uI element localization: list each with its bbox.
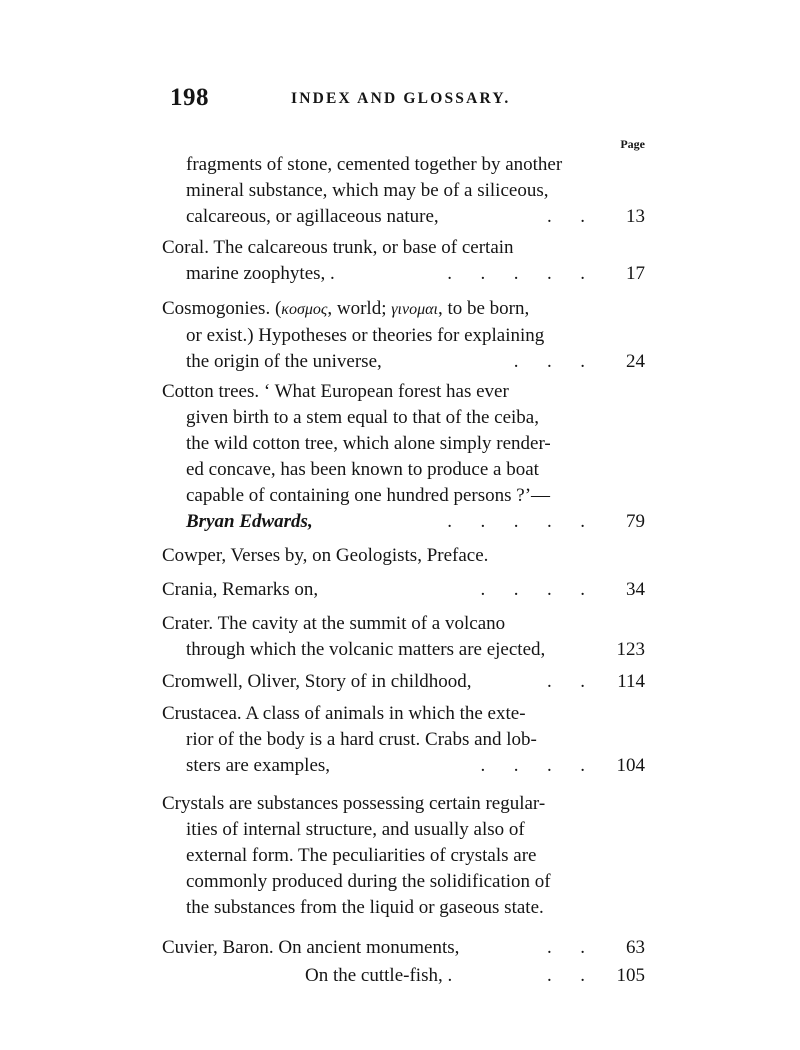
- entry-line: Cowper, Verses by, on Geologists, Preface.: [162, 545, 489, 566]
- index-entry-cosmogonies: [162, 296, 645, 375]
- entry-text: On the cuttle-fish, .: [305, 965, 453, 986]
- leader-dots: . . . . .: [447, 263, 585, 284]
- entry-line: or exist.) Hypotheses or theories for explaining: [186, 325, 545, 346]
- index-entry-crustacea: [162, 701, 645, 779]
- page-reference: 79: [626, 511, 645, 532]
- entry-text: Cosmogonies. (: [162, 298, 282, 319]
- entry-line: [162, 349, 645, 375]
- entry-line: capable of containing one hundred persons ?’—: [186, 485, 551, 506]
- page-reference: 105: [616, 965, 645, 986]
- entry-line: the wild cotton tree, which alone simply render-: [186, 433, 551, 454]
- entry-line: given birth to a stem equal to that of the ceiba,: [186, 407, 539, 428]
- index-entry-cuvier: [162, 935, 645, 989]
- index-entry-cromwell: [162, 669, 645, 695]
- page-reference: 104: [616, 755, 645, 776]
- entry-line: [162, 963, 645, 989]
- page-reference: 114: [617, 671, 645, 692]
- index-entry-cowper: [162, 543, 645, 569]
- entry-line: ed concave, has been known to produce a boat: [186, 459, 539, 480]
- entry-text: calcareous, or agillaceous nature,: [186, 206, 439, 227]
- entry-line: [162, 261, 645, 287]
- page-column-label: Page: [620, 137, 645, 151]
- entry-line: [162, 753, 645, 779]
- index-entry-crania: [162, 577, 645, 603]
- entry-text: , world;: [327, 298, 392, 319]
- entry-line: rior of the body is a hard crust. Crabs and lob-: [186, 729, 537, 750]
- leader-dots: . . . .: [480, 579, 585, 600]
- page-reference: 63: [626, 937, 645, 958]
- page-number: 198: [170, 84, 209, 111]
- entry-line: [162, 577, 645, 603]
- entry-line: [162, 204, 645, 230]
- entry-line: [162, 509, 645, 535]
- entry-text: Cuvier, Baron. On ancient monuments,: [162, 937, 460, 958]
- index-entry-fragments: [162, 152, 645, 230]
- entry-line: [162, 669, 645, 695]
- page-reference: 24: [626, 351, 645, 372]
- entry-line: external form. The peculiarities of crystals are: [186, 845, 537, 866]
- leader-dots: . .: [547, 206, 585, 227]
- entry-line: mineral substance, which may be of a siliceous,: [186, 180, 549, 201]
- leader-dots: . .: [547, 965, 585, 986]
- entry-line: fragments of stone, cemented together by another: [186, 154, 563, 175]
- entry-line: commonly produced during the solidification of: [186, 871, 551, 892]
- index-entry-crystals: [162, 791, 645, 921]
- page-reference: 13: [626, 206, 645, 227]
- index-entry-coral: [162, 235, 645, 287]
- entry-line: Crater. The cavity at the summit of a volcano: [162, 613, 506, 634]
- entry-line: [162, 296, 645, 323]
- index-entry-cotton-trees: [162, 379, 645, 535]
- leader-dots: . .: [547, 671, 585, 692]
- entry-text: Cromwell, Oliver, Story of in childhood,: [162, 671, 472, 692]
- entry-text: Crania, Remarks on,: [162, 579, 319, 600]
- index-entry-crater: [162, 611, 645, 663]
- leader-dots: . . . .: [480, 755, 585, 776]
- entry-line: [162, 637, 645, 663]
- entry-line: ities of internal structure, and usually also of: [186, 819, 525, 840]
- greek-word: κοσμος: [281, 301, 328, 318]
- running-head: INDEX AND GLOSSARY.: [291, 90, 511, 107]
- entry-line: Crustacea. A class of animals in which the exte-: [162, 703, 526, 724]
- entry-text: sters are examples,: [186, 755, 331, 776]
- entry-line: [162, 935, 645, 961]
- page-reference: 34: [626, 579, 645, 600]
- leader-dots: . .: [547, 937, 585, 958]
- greek-word: γινομαι: [391, 301, 438, 318]
- entry-line: Cotton trees. ‘ What European forest has ever: [162, 381, 509, 402]
- entry-line: the substances from the liquid or gaseous state.: [186, 897, 544, 918]
- entry-text: marine zoophytes, .: [186, 263, 335, 284]
- author-name: Bryan Edwards,: [186, 511, 313, 532]
- index-entries: [162, 150, 645, 989]
- leader-dots: . . . . .: [447, 511, 585, 532]
- entry-text: , to be born,: [437, 298, 530, 319]
- entry-text: through which the volcanic matters are ejected,: [186, 639, 546, 660]
- entry-line: Coral. The calcareous trunk, or base of certain: [162, 237, 514, 258]
- entry-text: the origin of the universe,: [186, 351, 382, 372]
- page-reference: 17: [626, 263, 645, 284]
- leader-dots: . . .: [513, 351, 585, 372]
- page-reference: 123: [616, 639, 645, 660]
- entry-line: Crystals are substances possessing certain regular-: [162, 793, 546, 814]
